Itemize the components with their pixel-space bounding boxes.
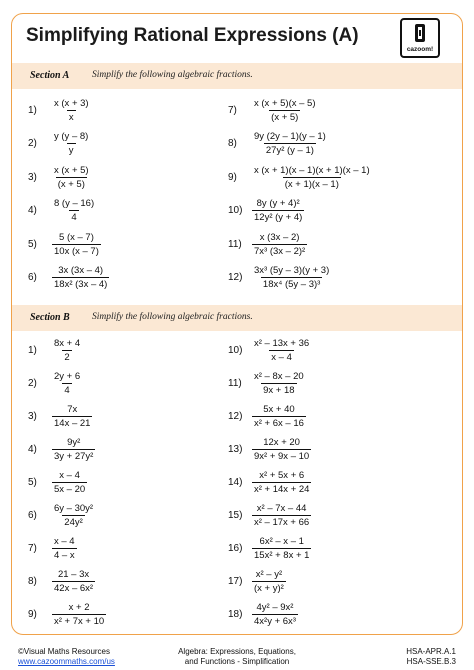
fraction-denominator: 3y + 27y² (54, 450, 94, 462)
worksheet-title: Simplifying Rational Expressions (A) (26, 25, 359, 46)
fraction-numerator: y (y – 8) (54, 131, 89, 142)
question-number: 1) (28, 344, 37, 356)
question-number: 18) (228, 608, 243, 620)
question-number: 13) (228, 443, 243, 455)
fraction-denominator: 4 – x (54, 549, 75, 561)
fraction-denominator: 42x – 6x² (54, 582, 94, 594)
question-item (28, 533, 77, 563)
fraction-numerator: x² – 8x – 20 (254, 370, 304, 382)
fraction-denominator: 27y² (y – 1) (265, 145, 314, 156)
question-number: 12) (228, 410, 243, 422)
fraction-numerator: 9y (2y – 1)(y – 1) (254, 131, 326, 142)
fraction (52, 198, 96, 223)
question-item (228, 500, 311, 530)
question-number: 1) (28, 104, 37, 116)
fraction (252, 338, 311, 363)
footer-copyright: ©Visual Maths Resources (18, 647, 111, 656)
fraction (52, 503, 95, 528)
fraction-numerator: x² + 5x + 6 (259, 469, 305, 481)
logo-text: cazoom! (406, 46, 434, 53)
fraction-numerator: 5x + 40 (263, 403, 295, 415)
fraction-numerator: x – 4 (59, 469, 80, 481)
question-item (228, 129, 328, 159)
fraction-denominator: 4x²y + 6x³ (254, 615, 296, 627)
question-number: 2) (28, 377, 37, 389)
question-item (28, 467, 87, 497)
fraction-numerator: x² – y² (255, 568, 283, 580)
fraction-denominator: 15x² + 8x + 1 (254, 549, 310, 561)
question-number: 17) (228, 575, 243, 587)
fraction-denominator: 12y² (y + 4) (254, 212, 303, 223)
question-number: 11) (228, 377, 242, 389)
fraction (252, 131, 328, 156)
fraction-denominator: x² + 6x – 16 (254, 417, 304, 429)
fraction-denominator: x² + 7x + 10 (54, 615, 105, 627)
question-item (228, 566, 286, 596)
question-number: 5) (28, 238, 37, 250)
question-item (28, 500, 95, 530)
question-number: 3) (28, 410, 37, 422)
footer-topic-line2: and Functions - Simplification (184, 657, 290, 666)
question-number: 14) (228, 476, 243, 488)
section-a-instruction: Simplify the following algebraic fractions. (92, 70, 253, 80)
question-number: 7) (228, 104, 237, 116)
section-a-label: Section A (30, 70, 70, 81)
fraction-numerator: 9y² (67, 436, 81, 448)
question-number: 4) (28, 443, 37, 455)
fraction (252, 165, 372, 190)
fraction-numerator: x (3x – 2) (259, 231, 300, 243)
fraction-denominator: x (68, 111, 74, 123)
fraction-numerator: 6x² – x – 1 (259, 535, 304, 547)
fraction-denominator: x – 4 (271, 351, 292, 363)
footer-standard-code-2: HSA-SSE.B.3 (406, 657, 456, 666)
fraction-numerator: 3x (3x – 4) (58, 265, 104, 276)
footer-url-link[interactable]: www.cazoommaths.com/us (18, 657, 115, 666)
question-item (228, 263, 331, 293)
question-item (28, 566, 95, 596)
fraction (52, 569, 95, 594)
fraction-numerator: 5 (x – 7) (59, 231, 94, 243)
fraction-denominator: 4 (71, 212, 77, 223)
question-item (228, 368, 306, 398)
question-item (28, 368, 82, 398)
fraction (52, 470, 87, 495)
question-item (228, 599, 298, 629)
question-item (28, 129, 90, 159)
section-b-label: Section B (30, 312, 70, 323)
question-number: 12) (228, 272, 243, 283)
fraction (52, 404, 92, 429)
footer-topic-line1: Algebra: Expressions, Equations, (178, 647, 296, 656)
question-number: 6) (28, 272, 37, 283)
fraction-denominator: 9x + 18 (263, 384, 295, 396)
section-a-header (12, 63, 462, 89)
section-b-header (12, 305, 462, 331)
fraction (52, 371, 82, 396)
question-item (228, 467, 311, 497)
fraction (52, 265, 109, 290)
fraction (252, 404, 306, 429)
fraction (252, 503, 311, 528)
fraction (252, 198, 304, 223)
fraction-numerator: 3x³ (5y – 3)(y + 3) (254, 265, 330, 276)
fraction (52, 165, 91, 190)
fraction-numerator: 6y – 30y² (54, 502, 94, 514)
fraction-numerator: 4y² – 9x² (256, 601, 294, 613)
fraction (252, 437, 311, 462)
question-item (228, 401, 306, 431)
question-number: 10) (228, 344, 243, 356)
fraction-denominator: 10x (x – 7) (54, 245, 99, 257)
fraction (52, 536, 77, 561)
question-item (228, 196, 304, 226)
fraction-numerator: 2y + 6 (54, 370, 81, 382)
question-item (228, 335, 311, 365)
fraction (252, 470, 311, 495)
fraction-numerator: x² – 7x – 44 (256, 502, 307, 514)
fraction-numerator: 8 (y – 16) (54, 198, 95, 209)
question-number: 4) (28, 205, 37, 216)
fraction-denominator: 14x – 21 (54, 417, 91, 429)
fraction (252, 98, 318, 123)
cazoom-logo (400, 18, 440, 58)
question-item (228, 95, 318, 125)
fraction (52, 98, 91, 123)
fraction-numerator: 8x + 4 (54, 337, 81, 349)
fraction-denominator: 7x³ (3x – 2)² (254, 245, 306, 257)
question-number: 15) (228, 509, 243, 521)
fraction (52, 131, 90, 156)
fraction-denominator: 9x² + 9x – 10 (254, 450, 310, 462)
fraction (52, 437, 95, 462)
fraction (252, 536, 311, 561)
question-number: 7) (28, 542, 37, 554)
question-item (228, 434, 311, 464)
question-number: 2) (28, 138, 37, 149)
fraction-denominator: (x + 5) (271, 111, 299, 123)
fraction-numerator: 12x + 20 (263, 436, 300, 448)
fraction (52, 602, 106, 627)
fraction-numerator: x (x + 5)(x – 5) (254, 97, 316, 109)
question-number: 9) (28, 608, 37, 620)
question-number: 8) (228, 138, 237, 149)
fraction-denominator: 4 (64, 384, 70, 396)
fraction-denominator: (x + 5) (57, 178, 85, 190)
fraction-denominator: 5x – 20 (54, 483, 86, 495)
fraction-numerator: x + 2 (68, 601, 90, 613)
question-number: 5) (28, 476, 37, 488)
fraction-denominator: y (68, 145, 74, 156)
fraction (252, 569, 286, 594)
fraction-denominator: x² – 17x + 66 (254, 516, 310, 528)
question-item (28, 263, 109, 293)
question-number: 16) (228, 542, 243, 554)
question-item (228, 162, 372, 192)
fraction-numerator: x (x + 3) (54, 97, 89, 109)
fraction-denominator: 2 (64, 351, 70, 363)
fraction-denominator: 24y² (64, 516, 83, 528)
fraction-numerator: x (x + 1)(x – 1)(x + 1)(x – 1) (254, 164, 370, 176)
fraction (252, 265, 331, 290)
fraction-denominator: 18x⁴ (5y – 3)³ (262, 279, 321, 290)
question-item (228, 229, 307, 259)
question-number: 6) (28, 509, 37, 521)
footer-standard-code-1: HSA-APR.A.1 (406, 647, 456, 656)
fraction-denominator: x² + 14x + 24 (254, 483, 310, 495)
question-item (28, 599, 106, 629)
fraction-numerator: 21 – 3x (57, 568, 90, 580)
fraction-numerator: 8y (y + 4)² (256, 198, 300, 209)
question-item (28, 95, 91, 125)
question-number: 9) (228, 171, 237, 183)
section-b-instruction: Simplify the following algebraic fractions. (92, 312, 253, 322)
fraction-numerator: 7x (67, 403, 78, 415)
fraction-numerator: x² – 13x + 36 (254, 337, 310, 349)
fraction-numerator: x (x + 5) (54, 164, 89, 176)
question-item (28, 196, 96, 226)
question-item (28, 335, 82, 365)
question-number: 10) (228, 205, 243, 216)
fraction-numerator: x – 4 (54, 535, 75, 547)
fraction-denominator: 18x² (3x – 4) (54, 279, 108, 290)
question-item (28, 401, 92, 431)
question-item (228, 533, 311, 563)
question-item (28, 434, 95, 464)
fraction (252, 602, 298, 627)
fraction (252, 371, 306, 396)
fraction (52, 338, 82, 363)
question-number: 3) (28, 171, 37, 183)
keyhole-icon (415, 24, 425, 42)
question-item (28, 229, 101, 259)
question-number: 11) (228, 238, 242, 250)
question-item (28, 162, 91, 192)
fraction (252, 232, 307, 257)
fraction (52, 232, 101, 257)
fraction-denominator: (x + 1)(x – 1) (284, 178, 339, 190)
question-number: 8) (28, 575, 37, 587)
fraction-denominator: (x + y)² (254, 582, 284, 594)
